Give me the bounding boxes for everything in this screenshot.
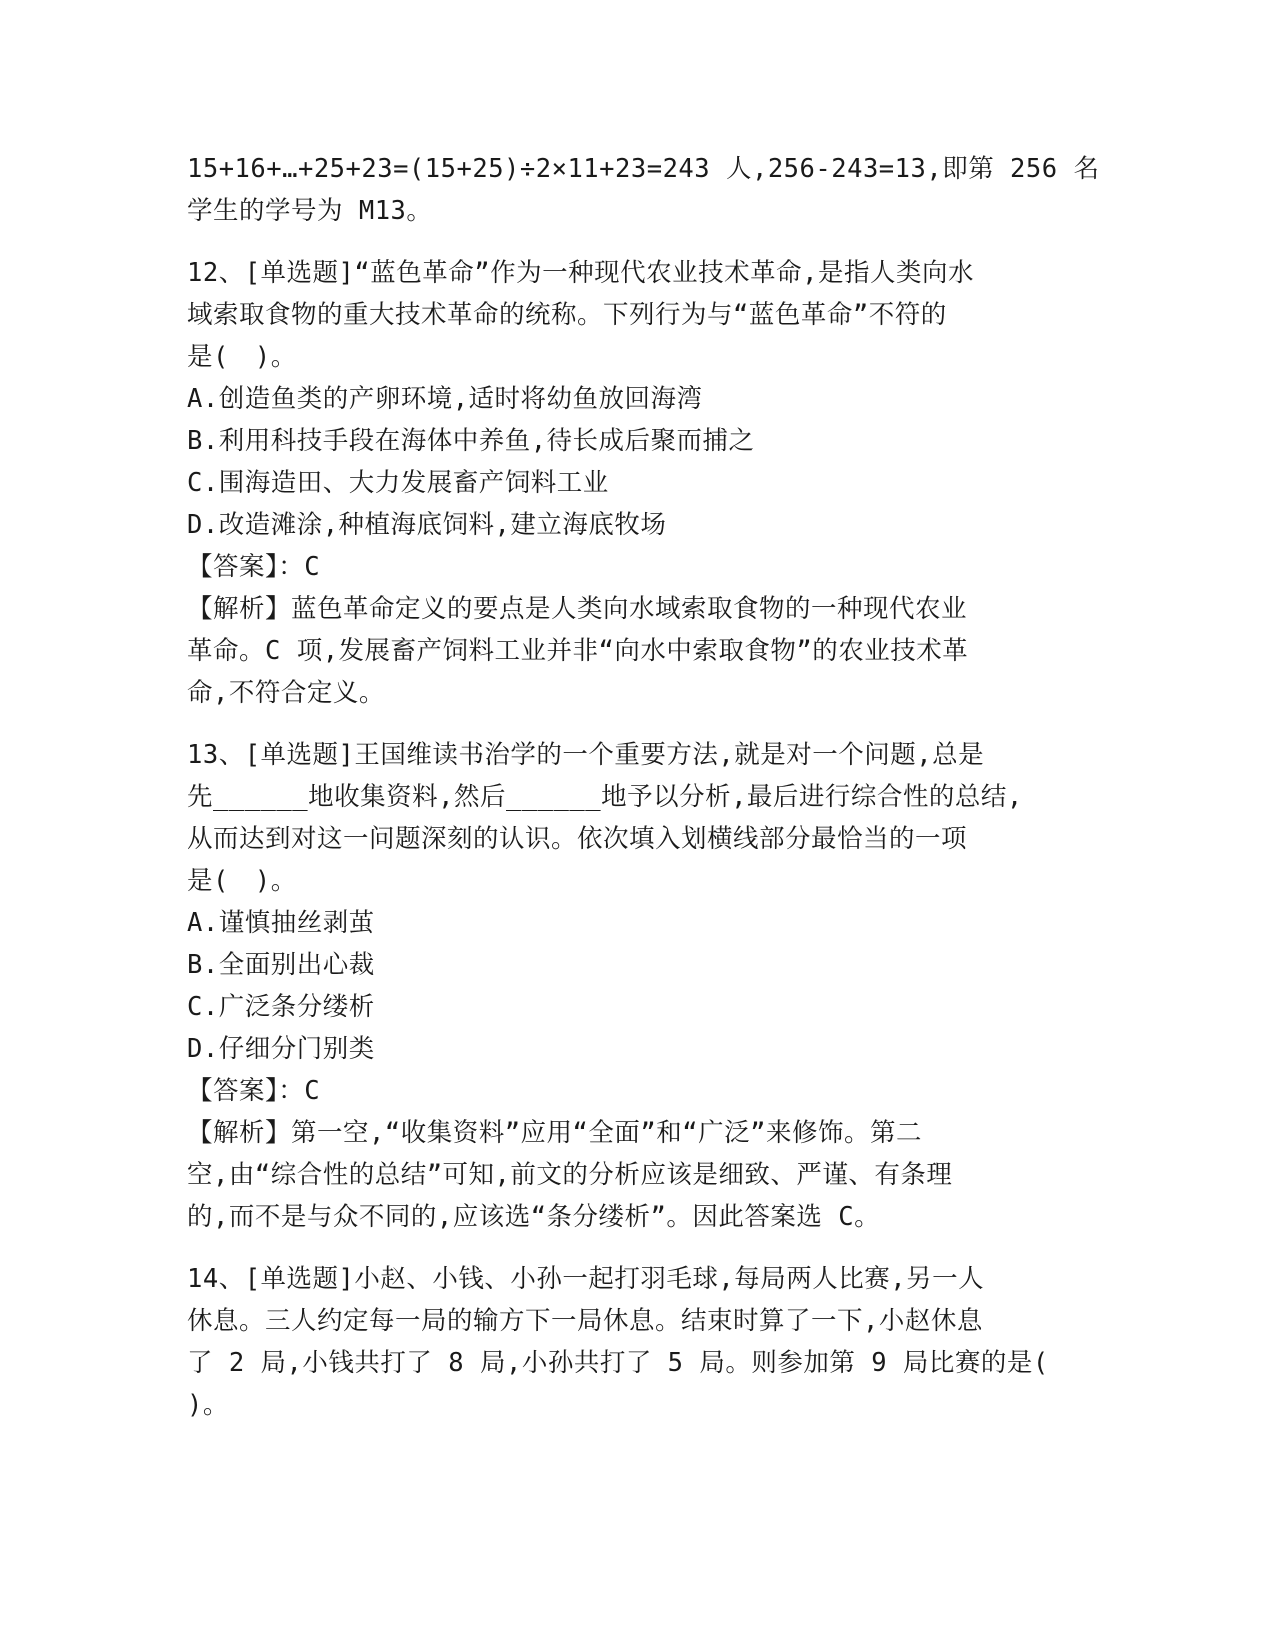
question-stem-line: 休息。三人约定每一局的输方下一局休息。结束时算了一下,小赵休息: [187, 1306, 983, 1336]
page-content: [187, 148, 1100, 1426]
option-b: B.利用科技手段在海体中养鱼,待长成后聚而捕之: [187, 426, 755, 456]
continuation-block: [187, 148, 1100, 232]
analysis-line: 【解析】蓝色革命定义的要点是人类向水域索取食物的一种现代农业: [187, 594, 968, 624]
question-stem-line: 是( )。: [187, 342, 297, 372]
question-stem-line: 13、[单选题]王国维读书治学的一个重要方法,就是对一个问题,总是: [187, 740, 985, 770]
analysis-line: 命,不符合定义。: [187, 678, 385, 708]
option-a: A.创造鱼类的产卵环境,适时将幼鱼放回海湾: [187, 384, 703, 414]
question-stem-line: )。: [187, 1390, 229, 1420]
text-line: 学生的学号为 M13。: [187, 196, 433, 226]
question-stem-line: 域索取食物的重大技术革命的统称。下列行为与“蓝色革命”不符的: [187, 300, 947, 330]
question-13: [187, 734, 1075, 1238]
text-line: 15+16+…+25+23=(15+25)÷2×11+23=243 人,256-243=13,即第 256 名: [187, 154, 1100, 184]
option-d: D.仔细分门别类: [187, 1034, 375, 1064]
analysis-line: 空,由“综合性的总结”可知,前文的分析应该是细致、严谨、有条理: [187, 1160, 953, 1190]
option-c: C.广泛条分缕析: [187, 992, 375, 1022]
answer-line: 【答案】：C: [187, 1076, 321, 1106]
analysis-line: 【解析】第一空,“收集资料”应用“全面”和“广泛”来修饰。第二: [187, 1118, 922, 1148]
question-stem-line: 14、[单选题]小赵、小钱、小孙一起打羽毛球,每局两人比赛,另一人: [187, 1264, 985, 1294]
question-stem-line: 从而达到对这一问题深刻的认识。依次填入划横线部分最恰当的一项: [187, 824, 968, 854]
analysis-line: 的,而不是与众不同的,应该选“条分缕析”。因此答案选 C。: [187, 1202, 881, 1232]
question-stem-line: 12、[单选题]“蓝色革命”作为一种现代农业技术革命,是指人类向水: [187, 258, 974, 288]
question-stem-line: 先______地收集资料,然后______地予以分析,最后进行综合性的总结,: [187, 782, 1023, 812]
question-14: [187, 1258, 1075, 1426]
question-12: [187, 252, 1075, 714]
option-b: B.全面别出心裁: [187, 950, 375, 980]
analysis-line: 革命。C 项,发展畜产饲料工业并非“向水中索取食物”的农业技术革: [187, 636, 969, 666]
question-stem-line: 了 2 局,小钱共打了 8 局,小孙共打了 5 局。则参加第 9 局比赛的是(: [187, 1348, 1049, 1378]
answer-line: 【答案】：C: [187, 552, 321, 582]
option-a: A.谨慎抽丝剥茧: [187, 908, 375, 938]
option-c: C.围海造田、大力发展畜产饲料工业: [187, 468, 609, 498]
option-d: D.改造滩涂,种植海底饲料,建立海底牧场: [187, 510, 667, 540]
question-stem-line: 是( )。: [187, 866, 297, 896]
